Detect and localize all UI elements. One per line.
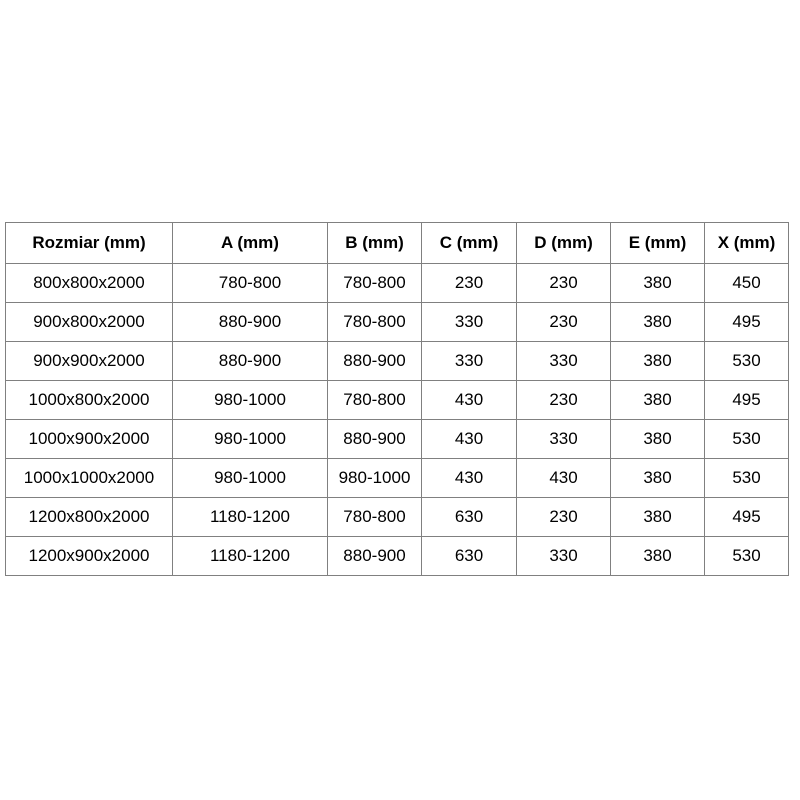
- table-cell: 380: [611, 303, 705, 342]
- table-cell: 330: [422, 303, 517, 342]
- table-row: [6, 537, 789, 576]
- table-cell: 230: [422, 264, 517, 303]
- table-cell: 450: [705, 264, 789, 303]
- dimensions-table-container: [5, 222, 789, 576]
- table-cell: 230: [517, 381, 611, 420]
- table-row: [6, 303, 789, 342]
- table-cell: 230: [517, 303, 611, 342]
- column-header-2: B (mm): [328, 223, 422, 264]
- table-body: [6, 264, 789, 576]
- table-cell: 380: [611, 498, 705, 537]
- table-cell: 1000x800x2000: [6, 381, 173, 420]
- table-cell: 800x800x2000: [6, 264, 173, 303]
- table-row: [6, 264, 789, 303]
- table-cell: 530: [705, 342, 789, 381]
- table-cell: 980-1000: [173, 381, 328, 420]
- table-cell: 780-800: [328, 303, 422, 342]
- table-cell: 380: [611, 459, 705, 498]
- table-row: [6, 381, 789, 420]
- table-cell: 1200x800x2000: [6, 498, 173, 537]
- table-cell: 380: [611, 420, 705, 459]
- table-cell: 880-900: [173, 342, 328, 381]
- table-cell: 780-800: [328, 498, 422, 537]
- table-row: [6, 498, 789, 537]
- table-cell: 900x800x2000: [6, 303, 173, 342]
- table-header-row: [6, 223, 789, 264]
- table-cell: 330: [517, 537, 611, 576]
- table-header: [6, 223, 789, 264]
- table-cell: 880-900: [173, 303, 328, 342]
- table-cell: 530: [705, 420, 789, 459]
- table-cell: 530: [705, 537, 789, 576]
- table-cell: 330: [517, 420, 611, 459]
- table-cell: 495: [705, 381, 789, 420]
- table-cell: 780-800: [173, 264, 328, 303]
- table-cell: 430: [517, 459, 611, 498]
- table-cell: 380: [611, 342, 705, 381]
- table-cell: 230: [517, 498, 611, 537]
- dimensions-table: [5, 222, 789, 576]
- table-cell: 1000x900x2000: [6, 420, 173, 459]
- table-cell: 630: [422, 498, 517, 537]
- table-cell: 980-1000: [173, 459, 328, 498]
- table-cell: 230: [517, 264, 611, 303]
- column-header-3: C (mm): [422, 223, 517, 264]
- table-cell: 430: [422, 459, 517, 498]
- column-header-6: X (mm): [705, 223, 789, 264]
- table-cell: 380: [611, 264, 705, 303]
- table-cell: 1180-1200: [173, 498, 328, 537]
- table-cell: 430: [422, 420, 517, 459]
- table-cell: 380: [611, 537, 705, 576]
- table-cell: 780-800: [328, 381, 422, 420]
- table-cell: 1180-1200: [173, 537, 328, 576]
- column-header-1: A (mm): [173, 223, 328, 264]
- table-cell: 880-900: [328, 342, 422, 381]
- column-header-0: Rozmiar (mm): [6, 223, 173, 264]
- table-cell: 980-1000: [328, 459, 422, 498]
- column-header-4: D (mm): [517, 223, 611, 264]
- table-cell: 330: [422, 342, 517, 381]
- table-cell: 980-1000: [173, 420, 328, 459]
- table-row: [6, 420, 789, 459]
- table-row: [6, 342, 789, 381]
- table-row: [6, 459, 789, 498]
- table-cell: 530: [705, 459, 789, 498]
- table-cell: 1000x1000x2000: [6, 459, 173, 498]
- table-cell: 380: [611, 381, 705, 420]
- table-cell: 330: [517, 342, 611, 381]
- table-cell: 430: [422, 381, 517, 420]
- table-cell: 495: [705, 498, 789, 537]
- table-cell: 1200x900x2000: [6, 537, 173, 576]
- table-cell: 780-800: [328, 264, 422, 303]
- table-cell: 880-900: [328, 537, 422, 576]
- column-header-5: E (mm): [611, 223, 705, 264]
- table-cell: 495: [705, 303, 789, 342]
- table-cell: 630: [422, 537, 517, 576]
- table-cell: 880-900: [328, 420, 422, 459]
- table-cell: 900x900x2000: [6, 342, 173, 381]
